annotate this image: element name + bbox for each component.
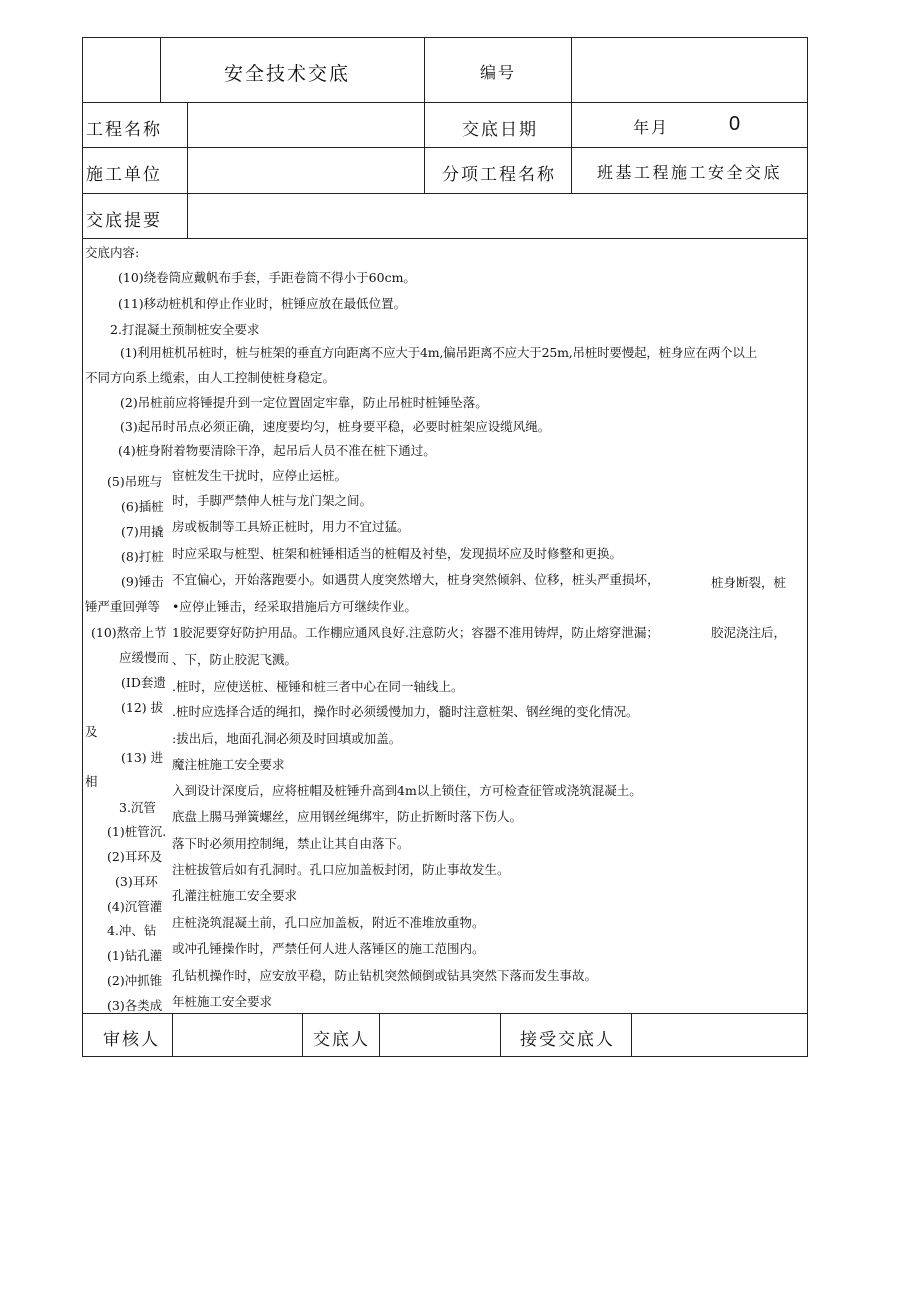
right-fragment: .桩时应选择合适的绳扣，操作时必须缓慢加力，髓时注意桩架、钢丝绳的变化情况。 (172, 704, 639, 719)
right-fragment: .桩时，应使送桩、桠锤和桩三者中心在同一轴线上。 (172, 679, 464, 694)
content-line: (4)桩身附着物要清除干净，起吊后人员不准在桩下通过。 (118, 443, 436, 458)
right-fragment: 底盘上腸马弹簧螺丝，应用钢丝绳绑牢，防止折断时落下伤人。 (172, 809, 523, 824)
content-line: 不同方向系上缆索，由人工控制使桩身稳定。 (85, 370, 336, 385)
right-fragment: 孔钻机操作时，应安放平稳，防止钻机突然倾倒或钻具突然下落而发生事故。 (172, 968, 598, 983)
col-divider (172, 1013, 173, 1057)
right-fragment: 1胶泥要穿好防护用品。工作棚应通风良好.注意防火；容器不准用铸焊，防止熔穿泄漏； (172, 625, 659, 640)
left-fragment: (3)耳环 (115, 874, 158, 889)
left-fragment: (13) 进 (121, 750, 164, 765)
construction-unit-label: 施工单位 (86, 165, 162, 185)
left-fragment: (3)各类成 (107, 998, 163, 1013)
receiver-label: 接受交底人 (520, 1030, 615, 1050)
right-fragment: 时，手脚严禁伸人桩与龙门架之间。 (172, 493, 373, 508)
left-fragment: (8)打桩 (121, 549, 164, 564)
subproject-label: 分项工程名称 (442, 165, 556, 185)
content-line: 2.打混凝土预制桩安全要求 (110, 322, 260, 337)
left-fragment: (2)耳环及 (107, 849, 163, 864)
presenter-label: 交底人 (313, 1030, 370, 1050)
left-fragment: 4.冲、钻 (107, 923, 157, 938)
left-fragment: 应缓慢而 (119, 650, 170, 665)
right-fragment: •应停止锤击，经采取措施后方可继续作业。 (172, 599, 417, 614)
left-fragment: (9)锤击 (121, 574, 164, 589)
row-divider (82, 193, 808, 194)
left-fragment: (ID套遗 (121, 675, 166, 690)
left-fragment: (12) 拔 (121, 700, 164, 715)
summary-label: 交底提要 (86, 211, 162, 231)
right-fragment: 魔注桩施工安全要求 (172, 757, 285, 772)
right-fragment: 时应采取与桩型、桩架和桩锤相适当的桩帽及衬垫，发现损坏应及时修整和更换。 (172, 546, 623, 561)
col-divider (631, 1013, 632, 1057)
content-line: (10)绕卷筒应戴帆布手套，手距卷筒不得小于60cm。 (118, 270, 416, 285)
content-line: (11)移动桩机和停止作业时，桩锤应放在最低位置。 (118, 296, 407, 311)
left-fragment: 锤严重回弹等 (85, 599, 161, 614)
left-fragment: 相 (85, 774, 98, 789)
reviewer-label: 审核人 (103, 1030, 160, 1050)
row-divider (82, 147, 808, 148)
right-fragment: 胶泥浇注后， (711, 625, 787, 640)
left-fragment: (10)熬帝上节 (91, 625, 167, 640)
right-fragment: 注桩拔管后如有孔洞时。孔口应加盖板封闭，防止事故发生。 (172, 862, 510, 877)
content-line: (3)起吊时吊点必须正确，速度要均匀，桩身要平稳，必要时桩架应设缆风绳。 (120, 419, 551, 434)
content-heading: 交底内容: (85, 245, 140, 260)
right-fragment: 房或板制等工具矫正桩时，用力不宜过猛。 (172, 519, 410, 534)
left-fragment: 及 (85, 724, 98, 739)
right-fragment: 孔灌注桩施工安全要求 (172, 888, 298, 903)
row-divider (82, 102, 808, 103)
col-divider (500, 1013, 501, 1057)
left-fragment: (5)吊班与 (107, 474, 163, 489)
left-fragment: (1)钻孔灌 (107, 948, 163, 963)
row-divider (82, 238, 808, 239)
document-title: 安全技术交底 (224, 63, 351, 85)
right-fragment: :拔出后，地面孔洞必须及时回填或加盖。 (172, 731, 402, 746)
right-fragment: 年桩施工安全要求 (172, 994, 273, 1009)
content-line: (2)吊桩前应将锤提升到一定位置固定牢靠，防止吊桩时桩锤坠落。 (120, 395, 488, 410)
right-fragment: 不宜偏心，开始落跑要小。如遇贯人度突然增大，桩身突然倾斜、位移，桩头严重损坏， (172, 572, 660, 587)
col-divider (424, 37, 425, 193)
right-fragment: 宦桩发生干扰时，应停止运桩。 (172, 468, 348, 483)
subproject-value: 班基工程施工安全交底 (597, 163, 783, 182)
project-name-label: 工程名称 (86, 120, 162, 140)
col-divider (302, 1013, 303, 1057)
date-label: 交底日期 (462, 120, 538, 140)
left-fragment: (1)桩管沉. (107, 824, 167, 839)
date-zero: 0 (729, 113, 741, 135)
col-divider (187, 102, 188, 238)
col-divider (571, 37, 572, 193)
right-fragment: 桩身断裂，桩 (711, 575, 787, 590)
left-fragment: 3.沉管 (119, 800, 156, 815)
left-fragment: (6)插桩 (121, 499, 164, 514)
content-line: (1)利用桩机吊桩时，桩与桩架的垂直方向距离不应大于4m,偏吊距离不应大于25m,吊桩时要慢起，桩身应在两个以上 (120, 345, 758, 360)
left-fragment: (7)用撬 (121, 524, 164, 539)
right-fragment: 入到设计深度后，应将桩帽及桩锤升高到4m以上锁住，方可检查征管或浇筑混凝土。 (172, 783, 642, 798)
date-value: 年月 (633, 118, 670, 137)
left-fragment: (4)沉管灌 (107, 899, 163, 914)
right-fragment: 庄桩浇筑混凝土前，孔口应加盖板，附近不准堆放重物。 (172, 915, 485, 930)
right-fragment: 或冲孔锤操作时，严禁任何人进人落锤区的施工范围内。 (172, 941, 485, 956)
left-fragment: (2)冲抓锥 (107, 973, 163, 988)
row-divider (82, 1013, 808, 1014)
number-label: 编号 (480, 63, 517, 82)
col-divider (160, 37, 161, 102)
right-fragment: 落下时必须用控制绳，禁止让其自由落下。 (172, 836, 410, 851)
right-fragment: 、下，防止胶泥飞溅。 (172, 652, 298, 667)
col-divider (379, 1013, 380, 1057)
